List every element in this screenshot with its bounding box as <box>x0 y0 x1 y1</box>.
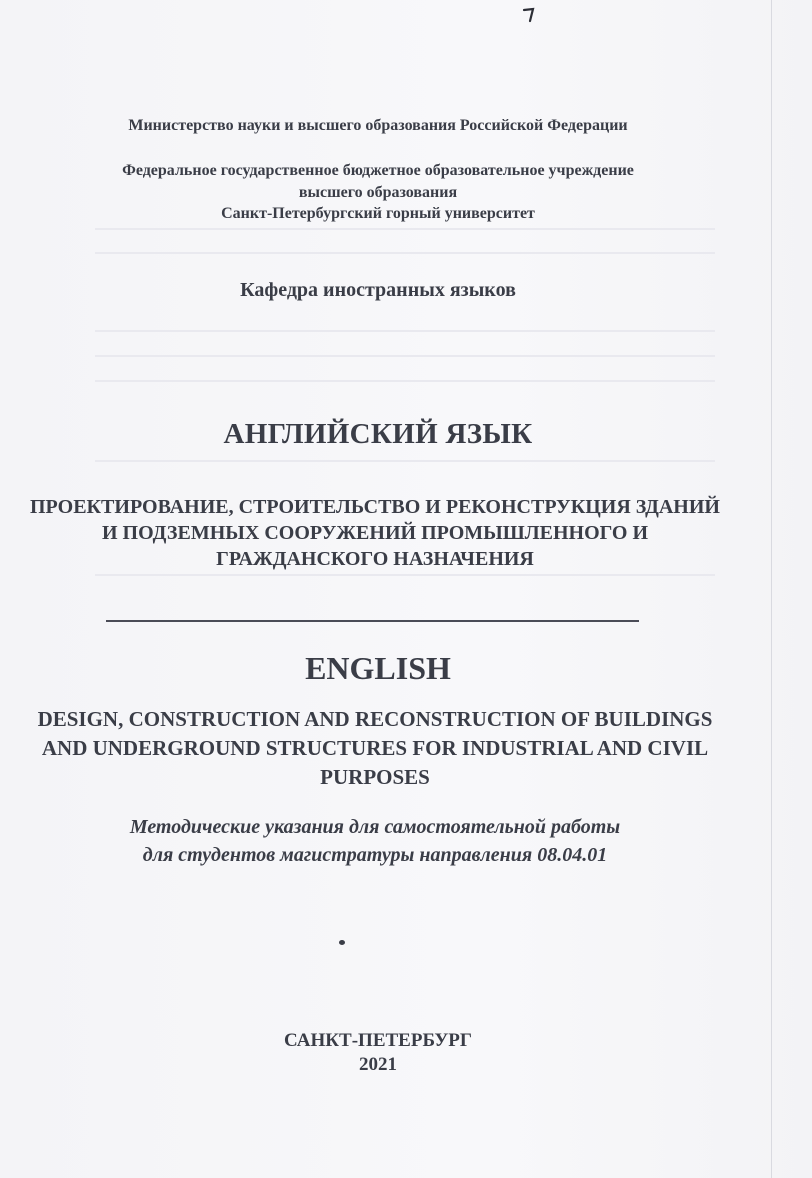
method-note-line-1: Методические указания для самостоятельной работы <box>129 816 621 838</box>
method-note-line-2: для студентов магистратуры направления 08.04.01 <box>142 844 608 866</box>
divider-rule <box>106 620 639 622</box>
bleed-through-line <box>95 355 715 357</box>
department-line: Кафедра иностранных языков <box>240 279 516 301</box>
page-edge-line <box>771 0 772 1178</box>
bleed-through-line <box>95 574 715 576</box>
city-line: САНКТ-ПЕТЕРБУРГ <box>284 1030 472 1051</box>
institution-line-1: Федеральное государственное бюджетное образовательное учреждение <box>122 162 634 179</box>
pen-mark <box>521 6 539 24</box>
bleed-through-line <box>95 228 715 230</box>
bleed-through-line <box>95 380 715 382</box>
title-russian: АНГЛИЙСКИЙ ЯЗЫК <box>223 418 533 450</box>
title-english: ENGLISH <box>305 650 451 686</box>
bleed-through-line <box>95 460 715 462</box>
subtitle-russian: ПРОЕКТИРОВАНИЕ, СТРОИТЕЛЬСТВО И РЕКОНСТРУКЦИЯ ЗДАНИЙ И ПОДЗЕМНЫХ СООРУЖЕНИЙ ПРОМЫШЛЕННОГО И ГРАЖДАНСКОГО НАЗНАЧЕНИЯ <box>30 496 720 570</box>
ink-dot <box>339 940 345 945</box>
method-note <box>30 813 720 869</box>
year-line: 2021 <box>359 1054 397 1075</box>
ministry-line: Министерство науки и высшего образования Российской Федерации <box>128 117 628 134</box>
subtitle-english: DESIGN, CONSTRUCTION AND RECONSTRUCTION OF BUILDINGS AND UNDERGROUND STRUCTURES FOR INDUSTRIAL AND CIVIL PURPOSES <box>37 707 713 789</box>
institution-line-2: высшего образования <box>298 184 458 201</box>
institution-line-3: Санкт-Петербургский горный университет <box>221 205 535 222</box>
bleed-through-line <box>95 330 715 332</box>
bleed-through-line <box>95 252 715 254</box>
